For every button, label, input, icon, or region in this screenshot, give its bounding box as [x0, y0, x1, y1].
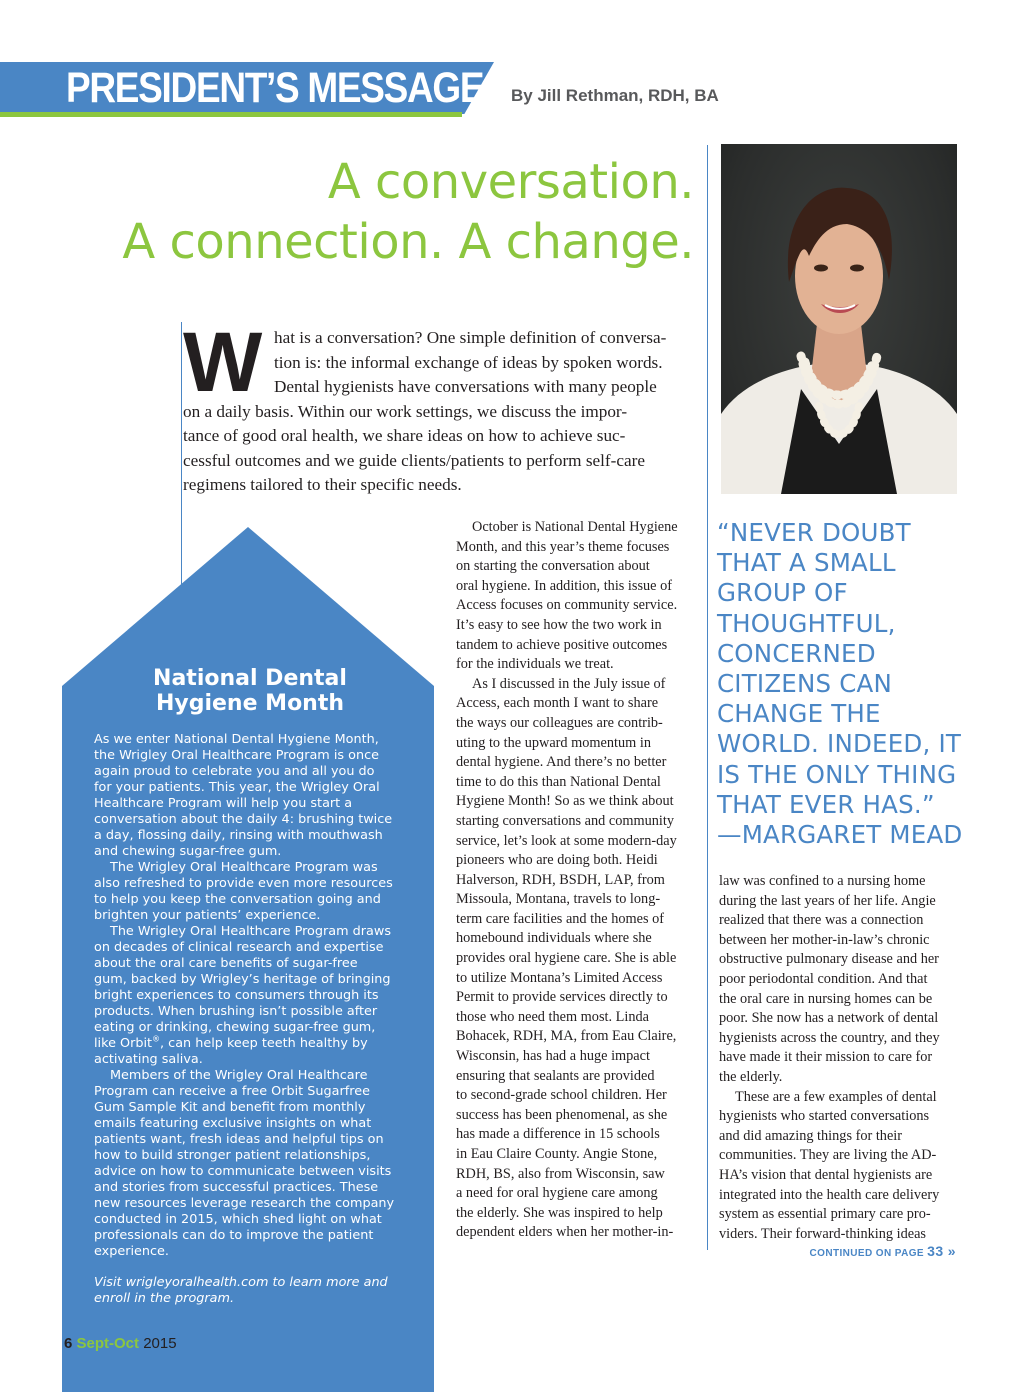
pull-quote-line: CHANGE THE: [717, 699, 881, 729]
body-line: and did amazing things for their: [719, 1127, 903, 1144]
body-line: to second-grade school children. Her: [456, 1087, 667, 1104]
sidebar-line: Gum Sample Kit and benefit from monthly: [94, 1100, 366, 1115]
body-column-right: [719, 872, 959, 1244]
intro-line: tance of good oral health, we share ideas on how to achieve suc-: [183, 426, 626, 445]
body-line: obstructive pulmonary disease and her: [719, 951, 939, 968]
sidebar-line: and chewing sugar-free gum.: [94, 844, 282, 859]
body-line: realized that there was a connection: [719, 912, 924, 929]
pull-quote-line: GROUP OF: [717, 578, 848, 608]
sidebar-line: Program can receive a free Orbit Sugarfree: [94, 1084, 370, 1099]
body-line: the oral care in nursing homes can be: [719, 990, 933, 1007]
sidebar-line: to help you keep the conversation going and: [94, 892, 381, 907]
sidebar-cta-line-1[interactable]: Visit wrigleyoralhealth.com to learn more and: [94, 1275, 388, 1290]
body-line: hygienists who started conversations: [719, 1108, 930, 1125]
intro-line: on a daily basis. Within our work settings, we discuss the impor-: [183, 401, 628, 421]
body-line: tandem to achieve positive outcomes: [456, 636, 668, 653]
sidebar-line: [94, 1036, 424, 1052]
author-portrait-photo: [721, 144, 957, 494]
sidebar-line: emails featuring exclusive insights on what: [94, 1116, 372, 1131]
sidebar-line: bright experiences to consumers through its: [94, 988, 379, 1003]
body-line: a need for oral hygiene care among: [456, 1185, 658, 1202]
body-line: Hygiene Month! So as we think about: [456, 793, 674, 810]
sidebar-line: professionals can do to improve the patient: [94, 1228, 374, 1243]
body-column-middle: [456, 518, 696, 1243]
body-line: those who need them most. Linda: [456, 1008, 649, 1025]
body-line: success has been phenomenal, as she: [456, 1106, 668, 1123]
sidebar-line: eating or drinking, chewing sugar-free gum,: [94, 1020, 376, 1035]
pull-quote-line: THAT EVER HAS.”: [717, 789, 935, 819]
body-line: term care facilities and the homes of: [456, 910, 665, 927]
body-line: dental hygiene. And there’s no better: [456, 754, 667, 771]
body-line: Month, and this year’s theme focuses: [456, 538, 670, 555]
sidebar-line: also refreshed to provide even more resources: [94, 876, 393, 891]
pull-quote-line: IS THE ONLY THING: [717, 759, 957, 789]
sidebar-line: new resources leverage research the company: [94, 1196, 395, 1211]
headline: [122, 152, 694, 272]
body-line: to utilize Montana’s Limited Access: [456, 969, 663, 986]
sidebar-line: gum, backed by Wrigley’s heritage of bringing: [94, 972, 391, 987]
sidebar-line: and stories from successful practices. These: [94, 1180, 379, 1195]
sidebar-line: for your patients. This year, the Wrigley Oral: [94, 780, 380, 795]
sidebar-line: the Wrigley Oral Healthcare Program is once: [94, 748, 379, 763]
pull-quote: [717, 518, 967, 850]
sidebar-line: advice on how to communicate between visits: [94, 1164, 392, 1179]
page-folio: [64, 1335, 177, 1352]
sidebar-line: patients want, fresh ideas and helpful tips on: [94, 1132, 384, 1147]
sidebar-body: [94, 732, 424, 1260]
sidebar-title-line-2: Hygiene Month: [155, 691, 345, 716]
body-line: provides oral hygiene care. She is able: [456, 950, 677, 967]
intro-line: tion is: the informal exchange of ideas by spoken words.: [274, 352, 663, 372]
sidebar-line: Members of the Wrigley Oral Healthcare: [110, 1068, 368, 1083]
body-line: uting to the upward momentum in: [456, 734, 651, 751]
section-title: PRESIDENT’S MESSAGE: [66, 64, 484, 112]
body-line: Permit to provide services directly to: [456, 989, 668, 1006]
headline-line-1: A conversation.: [327, 154, 694, 210]
intro-paragraph: [183, 326, 699, 498]
body-line: in Eau Claire County. Angie Stone,: [456, 1146, 658, 1162]
intro-line: hat is a conversation? One simple definition of conversa-: [274, 328, 667, 347]
body-line: system as essential primary care pro-: [719, 1206, 931, 1223]
issue-year: 2015: [143, 1335, 177, 1352]
body-line: the elderly.: [719, 1068, 783, 1085]
sidebar-line: activating saliva.: [94, 1052, 203, 1067]
column-rule-right: [707, 145, 708, 1250]
body-line: integrated into the health care delivery: [719, 1186, 940, 1203]
body-line: poor. She now has a network of dental: [719, 1010, 939, 1027]
continued-label: CONTINUED ON PAGE: [809, 1248, 924, 1259]
pull-quote-attribution: —MARGARET MEAD: [717, 820, 963, 850]
body-line: Missoula, Montana, travels to long-: [456, 891, 661, 908]
continued-on-page-link[interactable]: [810, 1243, 956, 1259]
body-line: hygienists across the country, and they: [719, 1029, 940, 1046]
sidebar-line: again proud to celebrate you and all you do: [94, 764, 375, 779]
sidebar-line: Healthcare Program will help you start a: [94, 796, 353, 811]
orbit-text: like Orbit: [94, 1036, 153, 1051]
page-number: 6: [64, 1335, 73, 1352]
body-line: communities. They are living the AD-: [719, 1147, 937, 1164]
drop-cap: W: [183, 315, 263, 409]
sidebar-cta: [94, 1275, 424, 1307]
sidebar-line: experience.: [94, 1244, 169, 1259]
body-line: for the individuals we treat.: [456, 656, 614, 673]
body-line: ensuring that sealants are provided: [456, 1067, 655, 1084]
pull-quote-line: WORLD. INDEED, IT: [717, 729, 962, 759]
intro-line: regimens tailored to their specific needs.: [183, 475, 462, 494]
body-line: HA’s vision that dental hygienists are: [719, 1166, 933, 1183]
body-line: Halverson, RDH, BSDH, LAP, from: [456, 871, 665, 888]
body-line: October is National Dental Hygiene: [472, 519, 678, 535]
sidebar-line: how to build stronger patient relationships,: [94, 1148, 371, 1163]
orbit-rest-text: , can help keep teeth healthy by: [160, 1036, 368, 1051]
body-line: Access, each month I want to share: [456, 695, 659, 712]
sidebar-line: As we enter National Dental Hygiene Month,: [94, 732, 379, 747]
body-line: pioneers who are doing both. Heidi: [456, 852, 658, 869]
body-line: have made it their mission to care for: [719, 1049, 933, 1066]
sidebar-line: conducted in 2015, which shed light on what: [94, 1212, 382, 1227]
body-line: the ways our colleagues are contrib-: [456, 714, 663, 731]
body-line: It’s easy to see how the two work in: [456, 616, 662, 633]
sidebar-line: The Wrigley Oral Healthcare Program was: [110, 860, 378, 875]
sidebar-line: brighten your patients’ experience.: [94, 908, 321, 923]
headline-line-2: A connection. A change.: [122, 214, 694, 270]
registered-mark: ®: [152, 1034, 161, 1044]
body-line: Access focuses on community service.: [456, 597, 678, 614]
pull-quote-line: THAT A SMALL: [717, 548, 896, 578]
body-line: the elderly. She was inspired to help: [456, 1204, 663, 1221]
pull-quote-line: CITIZENS CAN: [717, 669, 893, 699]
sidebar-line: on decades of clinical research and expertise: [94, 940, 384, 955]
intro-line: Dental hygienists have conversations with many people: [274, 377, 657, 396]
continued-page-number: 33 »: [927, 1243, 956, 1259]
portrait-illustration: [721, 144, 957, 494]
sidebar-line: a day, flossing daily, rinsing with mouthwash: [94, 828, 383, 843]
pull-quote-line: CONCERNED: [717, 638, 876, 668]
body-line: Wisconsin, has had a huge impact: [456, 1048, 650, 1065]
body-line: RDH, BS, also from Wisconsin, saw: [456, 1165, 665, 1182]
sidebar-title-line-1: National Dental: [153, 666, 347, 691]
body-line: As I discussed in the July issue of: [472, 675, 666, 692]
byline: By Jill Rethman, RDH, BA: [511, 86, 719, 105]
body-line: Bohacek, RDH, MA, from Eau Claire,: [456, 1028, 677, 1045]
body-line: oral hygiene. In addition, this issue of: [456, 577, 673, 594]
body-line: during the last years of her life. Angie: [719, 892, 936, 909]
body-line: dependent elders when her mother-in-: [456, 1224, 674, 1241]
body-line: viders. Their forward-thinking ideas: [719, 1225, 926, 1242]
pull-quote-line: “NEVER DOUBT: [717, 518, 911, 547]
body-line: time to do this than National Dental: [456, 773, 661, 790]
sidebar-line: conversation about the daily 4: brushing twice: [94, 812, 393, 827]
sidebar-line: products. When brushing isn’t possible after: [94, 1004, 378, 1019]
body-line: on starting the conversation about: [456, 558, 650, 575]
body-line: between her mother-in-law’s chronic: [719, 931, 930, 948]
sidebar-line: The Wrigley Oral Healthcare Program draws: [110, 924, 391, 939]
intro-line: cessful outcomes and we guide clients/patients to perform self-care: [183, 450, 645, 470]
body-line: law was confined to a nursing home: [719, 873, 926, 889]
body-line: homebound individuals where she: [456, 930, 652, 947]
sidebar-title: [62, 666, 438, 716]
body-line: starting conversations and community: [456, 812, 674, 829]
pull-quote-line: THOUGHTFUL,: [717, 608, 896, 638]
sidebar-line: about the oral care benefits of sugar-free: [94, 956, 358, 971]
body-line: service, let’s look at some modern-day: [456, 832, 677, 849]
body-line: has made a difference in 15 schools: [456, 1126, 660, 1143]
body-line: poor periodontal condition. And that: [719, 970, 928, 987]
body-line: These are a few examples of dental: [735, 1088, 937, 1105]
sidebar-cta-line-2: enroll in the program.: [94, 1291, 235, 1306]
issue-label: Sept-Oct: [76, 1335, 140, 1352]
